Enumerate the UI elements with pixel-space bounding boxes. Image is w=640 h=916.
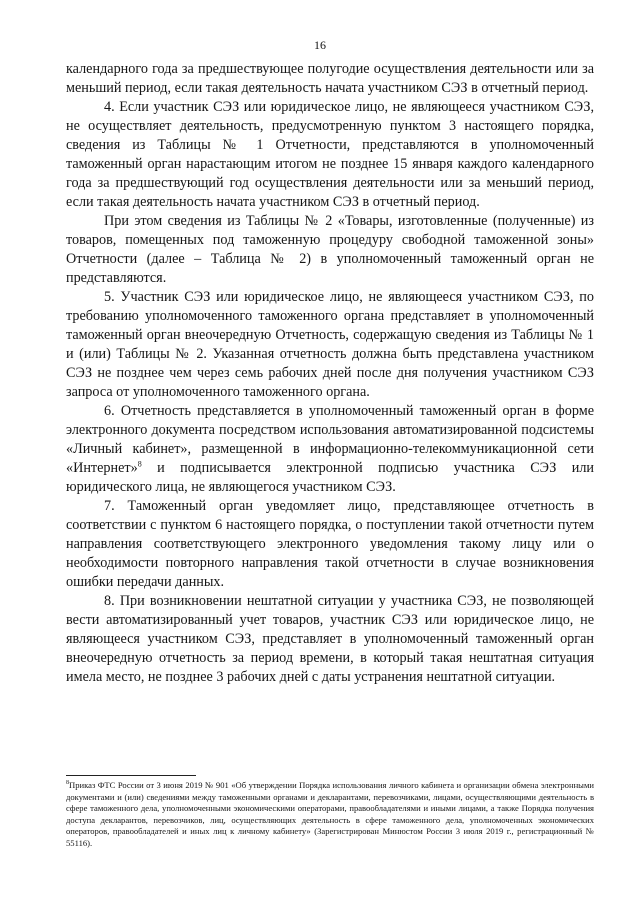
paragraph-6 [66,402,594,497]
paragraph-4: 4. Если участник СЭЗ или юридическое лицо, не являющееся участником СЭЗ, не осуществляет деятельность, предусмотренную пунктом 3 настоящего порядка, сведения из Таблицы № 1 Отчетности, представляются в уполномоченный таможенный орган нарастающим итогом не позднее 15 января каждого календарного года за предшествующий год осуществления деятельности или за меньший период, если такая деятельность начата участником СЭЗ в отчетный период. [66,99,594,210]
footnote-reference: 8 [137,459,142,469]
paragraph-4-note: При этом сведения из Таблицы № 2 «Товары, изготовленные (полученные) из товаров, помещенных под таможенную процедуру свободной таможенной зоны» Отчетности (далее – Таблица № 2) в уполномоченный таможенный орган не представляются. [66,213,594,286]
paragraph-7: 7. Таможенный орган уведомляет лицо, представляющее отчетность в соответствии с пунктом 6 настоящего порядка, о поступлении такой отчетности путем направления соответствующего электронного уведомления такому лицу или о необходимости повторного направления такой отчетности в случае возникновения ошибки передачи данных. [66,498,594,590]
footnote-separator [66,775,196,776]
paragraph-continuation: календарного года за предшествующее полугодие осуществления деятельности или за меньший период, если такая деятельность начата участником СЭЗ в отчетный период. [66,61,594,96]
footnote-mark: 8 [66,780,69,787]
document-body [66,60,594,687]
footnote [66,780,594,850]
paragraph-6-part-2: и подписывается электронной подписью участника СЭЗ или юридического лица, не являющегося участником СЭЗ. [66,460,594,495]
paragraph-6-part-1: 6. Отчетность представляется в уполномоченный таможенный орган в форме электронного документа посредством использования автоматизированной подсистемы «Личный кабинет», размещенной в информационно-телекоммуникационной сети «Интернет» [66,403,594,476]
paragraph-5: 5. Участник СЭЗ или юридическое лицо, не являющееся участником СЭЗ, по требованию уполномоченного таможенного органа представляет в уполномоченный таможенный орган внеочередную Отчетность, содержащую сведения из Таблицы № 1 и (или) Таблицы № 2. Указанная отчетность должна быть представлена участником СЭЗ не позднее чем через семь рабочих дней после дня получения участником СЭЗ запроса от уполномоченного таможенного органа. [66,289,594,400]
page-number: 16 [314,38,326,52]
footnote-text: Приказ ФТС России от 3 июня 2019 № 901 «Об утверждении Порядка использования личного кабинета и организации обмена электронными документами и (или) сведениями между таможенными органами и декларантами, перевозчиками, лицами, осуществляющими деятельность в сфере таможенного дела, уполномоченными экономическими операторами, правообладателями и иными лицами, а также Порядка получения доступа декларантов, перевозчиков, лиц, осуществляющих деятельность в сфере таможенного дела, уполномоченных экономических операторов, правообладателей и иных лиц к личному кабинету» (Зарегистрирован Минюстом России 3 июля 2019 г., регистрационный № 55116). [66,780,594,848]
paragraph-8: 8. При возникновении нештатной ситуации у участника СЭЗ, не позволяющей вести автоматизированный учет товаров, участник СЭЗ или юридическое лицо, не являющееся участником СЭЗ, представляет в уполномоченный таможенный орган внеочередную отчетность за период времени, в который такая нештатная ситуация имела место, не позднее 3 рабочих дней с даты устранения нештатной ситуации. [66,593,594,685]
